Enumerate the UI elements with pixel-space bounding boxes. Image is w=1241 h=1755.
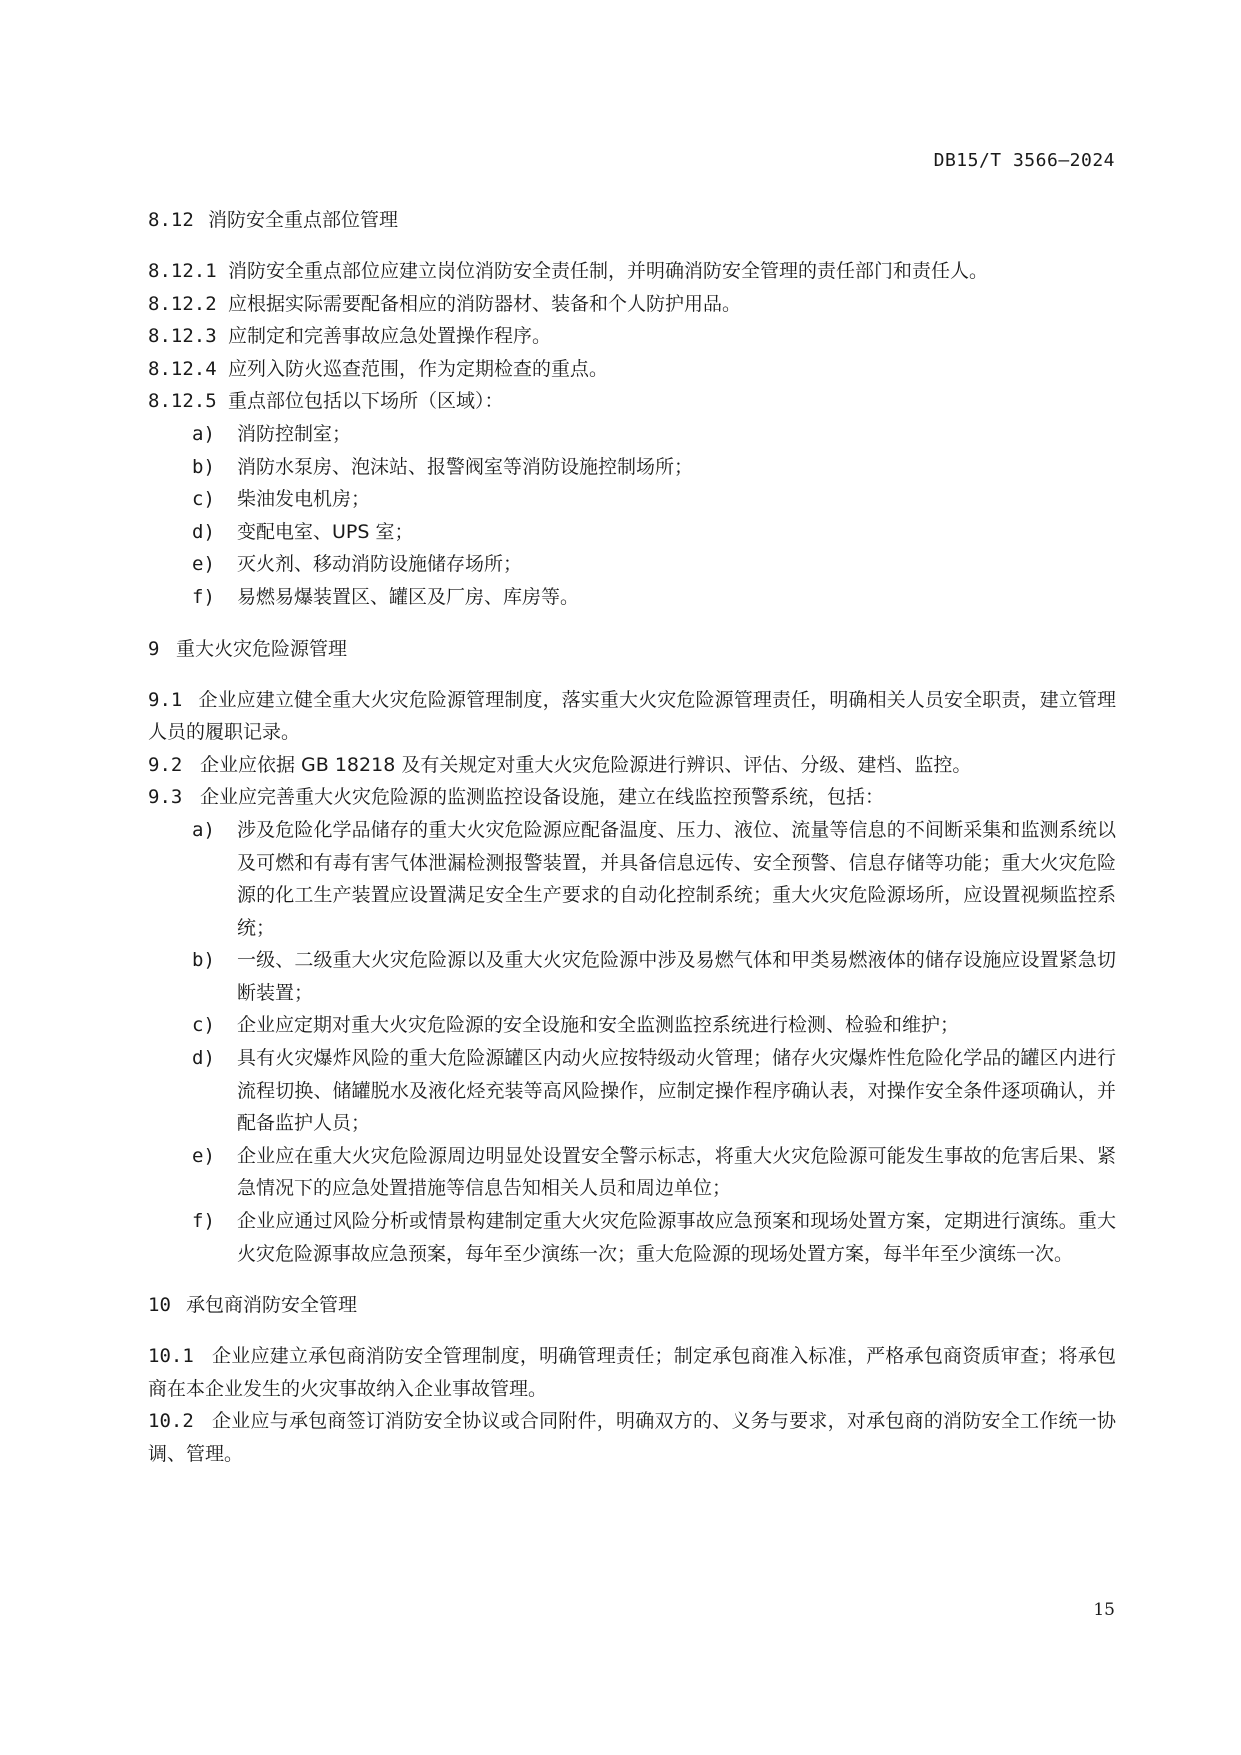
list-item-text: 具有火灾爆炸风险的重大危险源罐区内动火应按特级动火管理；储存火灾爆炸性危险化学品的罐区内进行流程切换、储罐脱水及液化烃充装等高风险操作，应制定操作程序确认表，对操作安全条件逐项确认，并配备监护人员；: [237, 1047, 1116, 1135]
clause-number: 9.2: [148, 753, 183, 776]
list-item-text: 企业应定期对重大火灾危险源的安全设施和安全监测监控系统进行检测、检验和维护；: [237, 1014, 960, 1037]
clause-9-1: [148, 684, 1116, 749]
clause-number: 10.2: [148, 1410, 194, 1433]
page-content: [148, 205, 1116, 1471]
clause-text: 企业应依据 GB 18218 及有关规定对重大火灾危险源进行辨识、评估、分级、建档、监控。: [200, 753, 972, 776]
clause-8-12-2: [148, 288, 1116, 321]
page-number: 15: [1093, 1600, 1115, 1620]
clause-8-12-4: [148, 353, 1116, 386]
list-item-label: d): [192, 520, 215, 543]
clause-number: 8.12.5: [148, 390, 217, 413]
list-item-label: b): [192, 949, 215, 972]
clause-10-1: [148, 1340, 1116, 1405]
list-item: [148, 581, 1116, 614]
list-item-text: 灭火剂、移动消防设施储存场所；: [237, 553, 523, 576]
clause-number: 8.12.4: [148, 357, 217, 380]
clause-number: 8.12.2: [148, 292, 217, 315]
clause-text: 应根据实际需要配备相应的消防器材、装备和个人防护用品。: [228, 292, 742, 315]
list-item-label: c): [192, 488, 215, 511]
list-item-text: 企业应在重大火灾危险源周边明显处设置安全警示标志，将重大火灾危险源可能发生事故的危害后果、紧急情况下的应急处置措施等信息告知相关人员和周边单位；: [237, 1144, 1116, 1200]
clause-9-2: [148, 749, 1116, 782]
clause-number: 8.12.1: [148, 260, 217, 282]
list-item-text: 涉及危险化学品储存的重大火灾危险源应配备温度、压力、液位、流量等信息的不间断采集和监测系统以及可燃和有毒有害气体泄漏检测报警装置，并具备信息远传、安全预警、信息存储等功能；重大火灾危险源的化工生产装置应设置满足安全生产要求的自动化控制系统；重大火灾危险源场所，应设置视频监控系统；: [237, 818, 1116, 939]
clause-number: 10.1: [148, 1345, 194, 1368]
list-item-text: 一级、二级重大火灾危险源以及重大火灾危险源中涉及易燃气体和甲类易燃液体的储存设施应设置紧急切断装置；: [237, 949, 1116, 1004]
clause-number: 9.1: [148, 688, 183, 711]
chapter-title: 重大火灾危险源管理: [176, 637, 348, 660]
list-item: [148, 944, 1116, 1009]
clause-text: 重点部位包括以下场所（区域）：: [228, 390, 504, 413]
list-item-label: a): [192, 422, 215, 445]
list-item: [148, 1009, 1116, 1042]
clause-text: 企业应完善重大火灾危险源的监测监控设备设施，建立在线监控预警系统，包括：: [200, 786, 885, 809]
chapter-heading-9: [148, 634, 1116, 664]
list-item-text: 企业应通过风险分析或情景构建制定重大火灾危险源事故应急预案和现场处置方案，定期进行演练。重大火灾危险源事故应急预案，每年至少演练一次；重大危险源的现场处置方案，每半年至少演练一次。: [237, 1210, 1116, 1265]
list-item: [148, 451, 1116, 484]
section-number: 8.12: [148, 209, 194, 231]
list-item-label: c): [192, 1014, 215, 1037]
clause-text: 应列入防火巡查范围，作为定期检查的重点。: [228, 357, 609, 380]
list-item-text: 柴油发电机房；: [237, 488, 371, 511]
list-item-label: e): [192, 553, 215, 576]
list-item: [148, 483, 1116, 516]
list-item-text: 消防控制室；: [237, 422, 352, 445]
clause-text: 应制定和完善事故应急处置操作程序。: [228, 325, 552, 348]
clause-text: 企业应与承包商签订消防安全协议或合同附件，明确双方的、义务与要求，对承包商的消防安全工作统一协调、管理。: [148, 1410, 1116, 1465]
list-item-label: e): [192, 1144, 215, 1167]
list-item: [148, 516, 1116, 549]
clause-text: 企业应建立健全重大火灾危险源管理制度，落实重大火灾危险源管理责任，明确相关人员安全职责，建立管理人员的履职记录。: [148, 688, 1116, 744]
list-item: [148, 1042, 1116, 1140]
list-item-label: d): [192, 1047, 215, 1070]
clause-number: 9.3: [148, 786, 183, 809]
chapter-heading-10: [148, 1290, 1116, 1320]
document-code: DB15/T 3566—2024: [933, 150, 1115, 171]
list-item-label: b): [192, 455, 215, 478]
list-item: [148, 1140, 1116, 1205]
chapter-number: 10: [148, 1294, 171, 1317]
list-item-text: 变配电室、UPS 室；: [237, 520, 414, 543]
list-item: [148, 1205, 1116, 1270]
clause-text: 企业应建立承包商消防安全管理制度，明确管理责任；制定承包商准入标准，严格承包商资质审查；将承包商在本企业发生的火灾事故纳入企业事故管理。: [148, 1345, 1116, 1400]
list-item: [148, 814, 1116, 944]
clause-8-12-3: [148, 320, 1116, 353]
list-item-label: a): [192, 818, 215, 841]
chapter-title: 承包商消防安全管理: [186, 1294, 358, 1317]
list-item-text: 消防水泵房、泡沫站、报警阀室等消防设施控制场所；: [237, 455, 694, 478]
section-heading-8-12: [148, 205, 1116, 235]
list-item-label: f): [192, 1210, 215, 1233]
clause-10-2: [148, 1405, 1116, 1470]
section-title: 消防安全重点部位管理: [208, 209, 399, 231]
clause-9-3: [148, 781, 1116, 814]
list-item: [148, 548, 1116, 581]
clause-text: 消防安全重点部位应建立岗位消防安全责任制，并明确消防安全管理的责任部门和责任人。: [228, 260, 989, 282]
clause-8-12-5: [148, 385, 1116, 418]
list-item-label: f): [192, 585, 215, 608]
list-item: [148, 418, 1116, 451]
clause-8-12-1: [148, 255, 1116, 288]
chapter-number: 9: [148, 637, 160, 660]
list-item-text: 易燃易爆装置区、罐区及厂房、库房等。: [237, 585, 580, 608]
clause-number: 8.12.3: [148, 325, 217, 348]
